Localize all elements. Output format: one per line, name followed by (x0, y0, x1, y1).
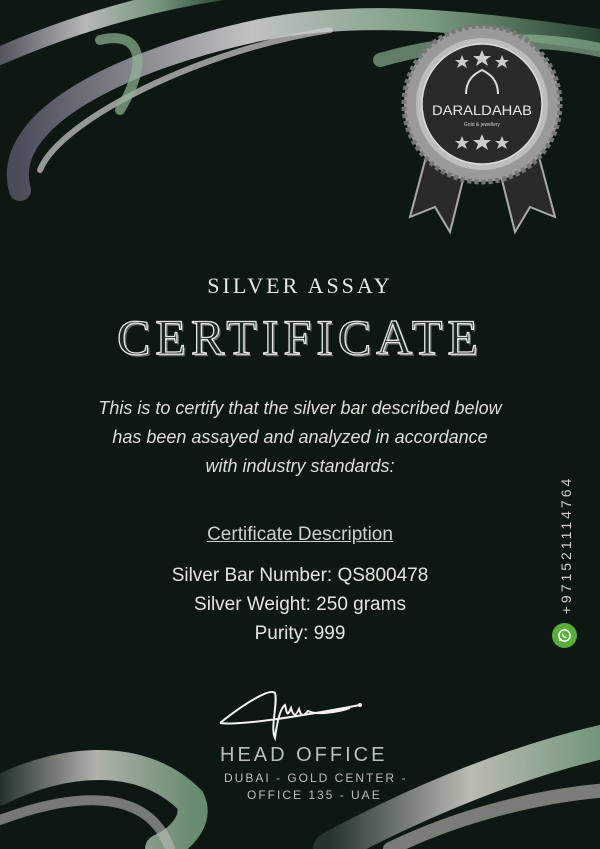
address-line: OFFICE 135 - UAE (247, 788, 382, 802)
whatsapp-icon[interactable] (552, 623, 577, 648)
address-line: DUBAI - GOLD CENTER - (224, 771, 408, 785)
seal-brand: DARALDAHAB (432, 102, 532, 118)
description-heading: Certificate Description (207, 524, 393, 545)
certificate-intro (0, 394, 600, 481)
purity: Purity: 999 (254, 623, 346, 644)
seal-logo (400, 22, 565, 247)
bar-number: Silver Bar Number: QS800478 (171, 565, 429, 586)
certificate-subtitle: SILVER ASSAY (207, 273, 393, 298)
certificate-title: CERTIFICATE (117, 309, 483, 365)
seal-tagline: Gold & jewellery (463, 122, 501, 128)
intro-line: with industry standards: (205, 456, 395, 476)
signature (215, 683, 365, 741)
intro-line: This is to certify that the silver bar described below (98, 398, 502, 418)
head-office-label: HEAD OFFICE (220, 744, 388, 766)
intro-line: has been assayed and analyzed in accordance (112, 427, 488, 447)
phone-number[interactable]: +971521114764 (558, 475, 574, 615)
silver-weight: Silver Weight: 250 grams (194, 594, 406, 615)
